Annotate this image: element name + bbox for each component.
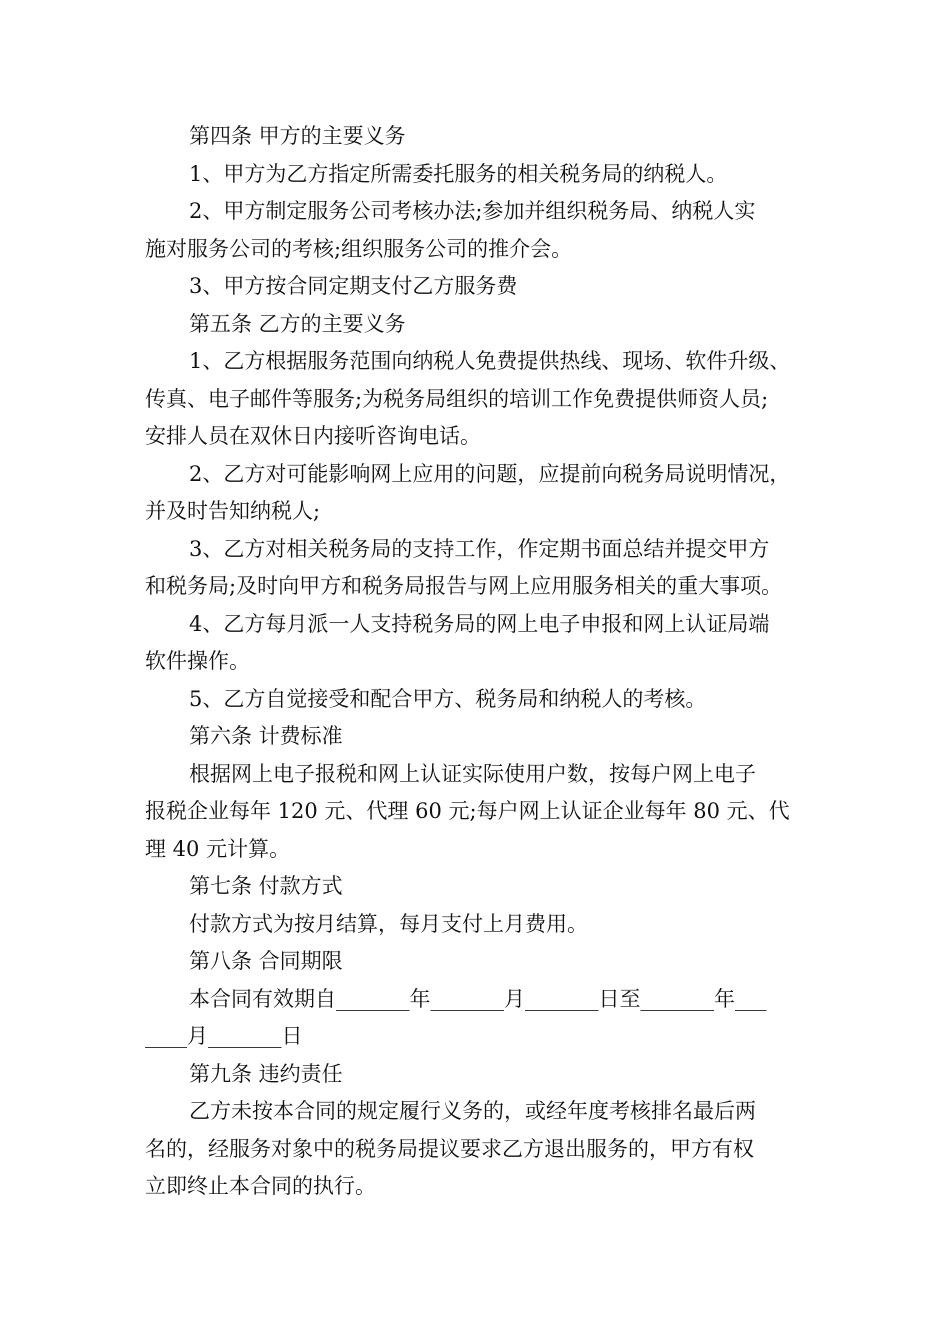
document-page bbox=[145, 118, 825, 1206]
paragraph-line: 理 40 元计算。 bbox=[145, 836, 291, 861]
article-8-heading: 第八条 合同期限 bbox=[189, 949, 343, 973]
article-7-heading: 第七条 付款方式 bbox=[189, 874, 343, 898]
paragraph-line: 根据网上电子报税和网上认证实际使用户数，按每户网上电子 bbox=[189, 761, 756, 786]
article-5-clause-3 bbox=[145, 531, 825, 606]
article-9-body bbox=[145, 1093, 825, 1206]
paragraph-line: 立即终止本合同的执行。 bbox=[145, 1174, 376, 1198]
paragraph-line: 3、甲方按合同定期支付乙方服务费 bbox=[189, 274, 518, 298]
article-5-heading: 第五条 乙方的主要义务 bbox=[189, 311, 406, 336]
article-4-clause-3 bbox=[145, 268, 825, 306]
paragraph-line: 名的，经服务对象中的税务局提议要求乙方退出服务的，甲方有权 bbox=[145, 1136, 754, 1161]
paragraph-line: 2、甲方制定服务公司考核办法;参加并组织税务局、纳税人实 bbox=[189, 199, 756, 223]
paragraph-line: 传真、电子邮件等服务;为税务局组织的培训工作免费提供师资人员; bbox=[145, 386, 769, 411]
paragraph-line: 1、甲方为乙方指定所需委托服务的相关税务局的纳税人。 bbox=[189, 161, 728, 186]
paragraph-line: 本合同有效期自_______年_______月_______日至_______年___ bbox=[189, 986, 767, 1011]
article-4-clause-1 bbox=[145, 156, 825, 194]
article-7-body bbox=[145, 906, 825, 944]
paragraph-line: 软件操作。 bbox=[145, 649, 250, 673]
article-5-clause-1 bbox=[145, 343, 825, 456]
article-4-heading: 第四条 甲方的主要义务 bbox=[189, 124, 406, 148]
paragraph-line: 2、乙方对可能影响网上应用的问题，应提前向税务局说明情况， bbox=[189, 461, 791, 486]
article-6-body bbox=[145, 756, 825, 869]
paragraph-line: 安排人员在双休日内接听咨询电话。 bbox=[145, 424, 481, 448]
paragraph-line: 报税企业每年 120 元、代理 60 元;每户网上认证企业每年 80 元、代 bbox=[145, 799, 790, 823]
article-5-clause-4 bbox=[145, 606, 825, 681]
article-5-clause-5 bbox=[145, 681, 825, 719]
paragraph-line: 和税务局;及时向甲方和税务局报告与网上应用服务相关的重大事项。 bbox=[145, 574, 783, 598]
paragraph-line: 3、乙方对相关税务局的支持工作，作定期书面总结并提交甲方 bbox=[189, 536, 770, 561]
paragraph-line: 5、乙方自觉接受和配合甲方、税务局和纳税人的考核。 bbox=[189, 686, 707, 711]
article-6-heading: 第六条 计费标准 bbox=[189, 724, 343, 748]
paragraph-line: 1、乙方根据服务范围向纳税人免费提供热线、现场、软件升级、 bbox=[189, 349, 791, 373]
paragraph-line: 4、乙方每月派一人支持税务局的网上电子申报和网上认证局端 bbox=[189, 611, 770, 636]
article-9-heading: 第九条 违约责任 bbox=[189, 1061, 343, 1086]
article-8-body bbox=[145, 981, 825, 1056]
paragraph-line: ____月_______日 bbox=[145, 1024, 303, 1048]
paragraph-line: 并及时告知纳税人; bbox=[145, 499, 321, 523]
paragraph-line: 乙方未按本合同的规定履行义务的，或经年度考核排名最后两 bbox=[189, 1099, 756, 1123]
paragraph-line: 施对服务公司的考核;组织服务公司的推介会。 bbox=[145, 236, 573, 261]
article-4-clause-2 bbox=[145, 193, 825, 268]
article-5-clause-2 bbox=[145, 456, 825, 531]
paragraph-line: 付款方式为按月结算，每月支付上月费用。 bbox=[189, 911, 588, 936]
